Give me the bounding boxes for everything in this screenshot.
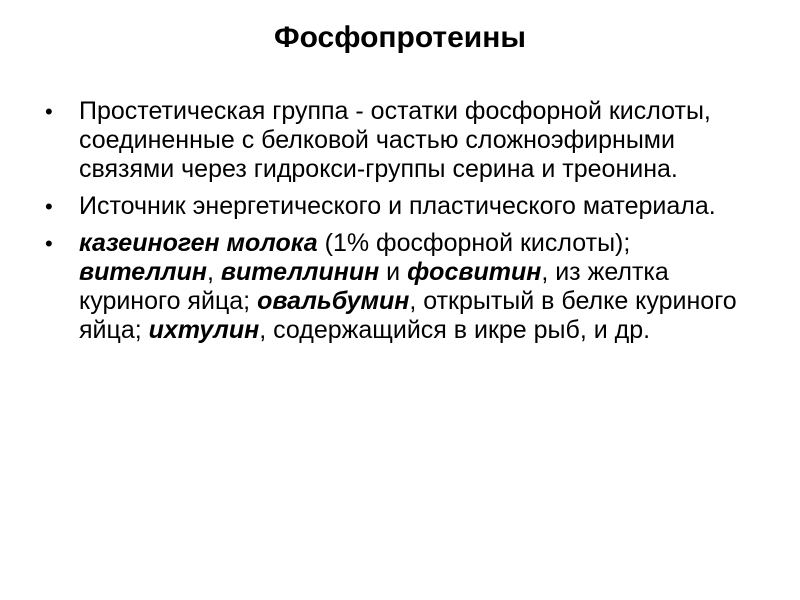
bullet-item-3	[42, 229, 742, 345]
term-casein: казеиноген молока	[79, 229, 318, 257]
bullet-icon: •	[45, 99, 53, 124]
term-vitellinin: вителлинин	[220, 258, 380, 286]
bullet-list	[42, 97, 742, 353]
bullet-item-1	[42, 97, 742, 184]
bullet-text-1: Простетическая группа - остатки фосфорной кислоты, соединенные с белковой частью сложноэфирными связями через гидрокси-группы серина и треонина.	[79, 97, 711, 183]
bullet-text-3d: , из желтка куриного яйца;	[79, 258, 669, 315]
bullet-text-3c: и	[379, 258, 408, 286]
term-vitellin: вителлин	[79, 258, 207, 286]
bullet-icon: •	[45, 231, 53, 256]
term-ichthulin: ихтулин	[148, 316, 260, 344]
bullet-text-3f: , содержащийся в икре рыб, и др.	[259, 316, 651, 344]
bullet-item-2	[42, 192, 742, 221]
bullet-text-3a: (1% фосфорной кислоты);	[317, 229, 631, 257]
term-phosvitin: фосвитин	[407, 258, 542, 286]
slide-title: Фосфопротеины	[274, 21, 526, 54]
bullet-text-3b: ,	[206, 258, 221, 286]
bullet-text-3e: , открытый в белке куриного яйца;	[79, 287, 737, 344]
term-ovalbumin: овальбумин	[257, 287, 410, 315]
bullet-text-2: Источник энергетического и пластического материала.	[79, 192, 716, 220]
bullet-icon: •	[45, 194, 53, 219]
